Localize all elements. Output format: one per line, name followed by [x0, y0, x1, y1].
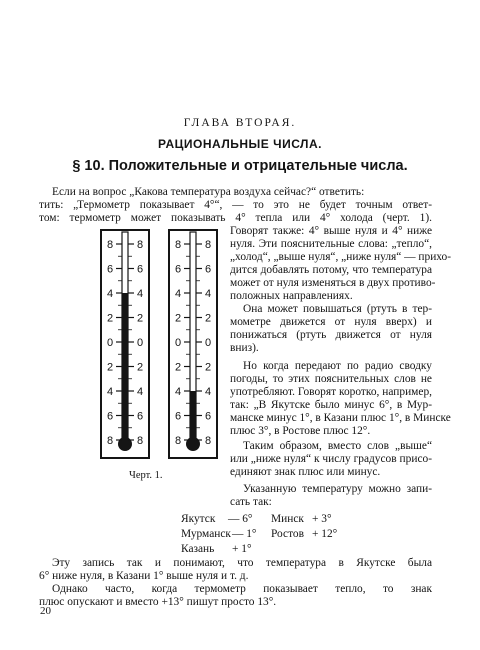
scale-label: 4	[136, 288, 144, 300]
text-line: Однако часто, когда термометр показывает тепло, то знак	[52, 583, 432, 595]
text-line: так: „В Якутске было минус 6°, в Мур-	[230, 399, 432, 411]
table-cell-value: + 3°	[312, 513, 332, 525]
thermometer-right	[169, 230, 217, 458]
scale-label: 8	[106, 239, 114, 251]
scale-label: 4	[174, 386, 182, 398]
scale-label: 4	[204, 386, 212, 398]
scale-label: 2	[136, 361, 144, 374]
text-line: Она может повышаться (ртуть в тер-	[243, 303, 432, 315]
thermometers-figure	[100, 228, 220, 464]
mercury-column	[190, 391, 196, 442]
mercury-column	[122, 293, 128, 442]
text-line: тить: „Термометр показывает 4°“, — то это не будет точным ответ-	[39, 199, 432, 211]
text-line: Говорят также: 4° выше нуля и 4° ниже	[230, 225, 432, 237]
text-line: Указанную температуру можно запи-	[243, 483, 432, 495]
text-line: дится добавлять потому, что температура	[230, 264, 432, 276]
scale-label: 8	[106, 435, 114, 447]
thermometer-left	[101, 230, 149, 458]
table-cell-city: Якутск	[181, 513, 216, 525]
table-cell-value: — 6°	[228, 513, 253, 525]
text-line: нуля. Эти пояснительные слова: „тепло“,	[230, 238, 432, 250]
scale-label: 4	[106, 288, 114, 300]
text-line: Эту запись так и понимают, что температура в Якутске была	[52, 557, 432, 569]
scale-label: 0	[106, 337, 114, 349]
text-line: сать так:	[230, 496, 272, 508]
text-line: 6° ниже нуля, в Казани 1° выше нуля и т. д.	[39, 570, 249, 582]
text-line: или „ниже нуля“ к числу градусов присо-	[230, 453, 432, 465]
scale-label: 6	[204, 410, 212, 423]
text-line: плюс 3°, в Ростове плюс 12°.	[230, 425, 371, 437]
part-heading: РАЦИОНАЛЬНЫЕ ЧИСЛА.	[158, 137, 322, 151]
scale-label: 6	[136, 410, 144, 423]
text-line: Таким образом, вместо слов „выше“	[243, 440, 432, 452]
text-line: погоды, то этих пояснительных слов не	[230, 373, 432, 385]
scale-label: 0	[204, 337, 212, 349]
text-line: „холод“, „выше нуля“, „ниже нуля“ — прихо-	[230, 251, 452, 263]
table-cell-value: + 12°	[312, 528, 338, 540]
text-line: Если на вопрос „Какова температура воздуха сейчас?“ ответить:	[52, 186, 365, 198]
text-line: том: термометр может показывать 4° тепла или 4° холода (черт. 1).	[39, 212, 432, 224]
text-line: манске минус 1°, в Казани плюс 1°, в Минске	[230, 412, 451, 424]
scale-label: 0	[136, 337, 144, 349]
scale-label: 6	[136, 263, 144, 276]
scale-label: 6	[204, 263, 212, 276]
scale-label: 2	[106, 361, 114, 374]
table-cell-value: — 1°	[232, 528, 257, 540]
scale-label: 6	[174, 263, 182, 276]
chapter-heading: ГЛАВА ВТОРАЯ.	[183, 117, 297, 129]
scale-label: 0	[174, 337, 182, 349]
scale-label: 6	[106, 263, 114, 276]
text-line: единяют знак плюс или минус.	[230, 466, 381, 478]
scale-label: 2	[136, 312, 144, 325]
page-number: 20	[40, 605, 51, 617]
scale-label: 8	[136, 435, 144, 447]
scale-label: 2	[204, 312, 212, 325]
scale-label: 8	[174, 239, 182, 251]
table-cell-city: Минск	[271, 513, 304, 525]
scale-label: 6	[174, 410, 182, 423]
scale-label: 8	[136, 239, 144, 251]
scale-label: 2	[174, 361, 182, 374]
scale-label: 2	[174, 312, 182, 325]
scale-label: 4	[174, 288, 182, 300]
text-line: плюс опускают и вместо +13° пишут просто 13°.	[39, 596, 277, 608]
scale-label: 2	[106, 312, 114, 325]
scale-label: 8	[174, 435, 182, 447]
scale-label: 2	[204, 361, 212, 374]
text-line: мометре движется от нуля вверх) и	[230, 316, 432, 328]
text-line: Но когда передают по радио сводку	[243, 360, 432, 372]
table-cell-city: Казань	[181, 543, 215, 555]
text-line: положных направлениях.	[230, 290, 353, 302]
table-cell-value: + 1°	[232, 543, 252, 555]
text-line: понижаться (ртуть движется от нуля	[230, 329, 432, 341]
text-line: употребляют. Говорят коротко, например,	[230, 386, 432, 398]
scale-label: 4	[204, 288, 212, 300]
scale-label: 4	[106, 386, 114, 398]
figure-caption: Черт. 1.	[129, 470, 163, 481]
table-cell-city: Мурманск	[181, 528, 231, 540]
text-line: вниз).	[230, 342, 259, 354]
scale-label: 8	[204, 239, 212, 251]
text-line: может от нуля изменяться в двух противо-	[230, 277, 436, 289]
scale-label: 4	[136, 386, 144, 398]
scale-label: 6	[106, 410, 114, 423]
section-heading: § 10. Положительные и отрицательные числа.	[72, 158, 408, 174]
table-cell-city: Ростов	[271, 528, 304, 540]
scale-label: 8	[204, 435, 212, 447]
